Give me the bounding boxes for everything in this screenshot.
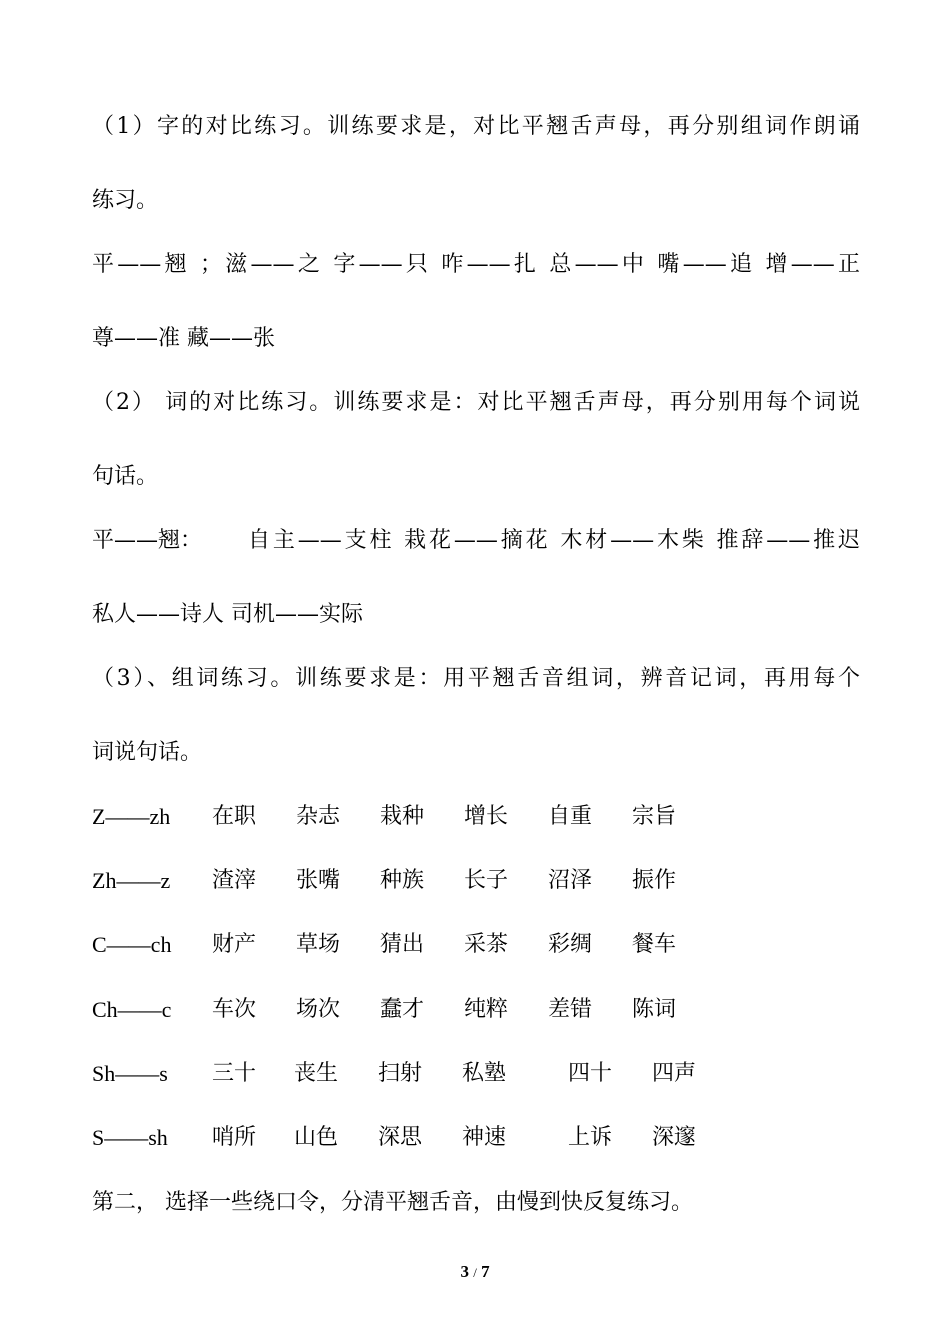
word-cell: 扫射 <box>378 1061 423 1086</box>
section2-pairs-line2: 私人——诗人 司机——实际 <box>92 602 363 627</box>
word-cell: 丧生 <box>294 1061 339 1086</box>
word-cell: 差错 <box>548 997 593 1022</box>
word-cell: 深邃 <box>652 1125 697 1150</box>
word-cell: 振作 <box>632 868 677 893</box>
sound-pair-label: Ch——c <box>92 997 172 1022</box>
section2-pairs-label: 平——翘： <box>92 528 203 553</box>
sound-pair-label: Sh——s <box>92 1061 168 1086</box>
word-cell: 沼泽 <box>548 868 593 893</box>
word-cell: 神速 <box>462 1125 507 1150</box>
page-total: 7 <box>481 1262 490 1281</box>
sound-pair-label: Zh——z <box>92 868 171 893</box>
word-cell: 增长 <box>464 804 509 829</box>
sound-pair-label: Z——zh <box>92 804 171 829</box>
page-current: 3 <box>460 1262 469 1281</box>
sound-pair-label: S——sh <box>92 1125 168 1150</box>
word-cell: 宗旨 <box>632 804 677 829</box>
word-cell: 哨所 <box>212 1125 257 1150</box>
word-cell: 场次 <box>296 997 341 1022</box>
word-cell: 四声 <box>652 1061 697 1086</box>
word-cell: 种族 <box>380 868 425 893</box>
section1-pairs-line2: 尊——准 藏——张 <box>92 326 275 351</box>
word-cell: 长子 <box>464 868 509 893</box>
word-cell: 自重 <box>548 804 593 829</box>
section3-heading-line2: 词说句话。 <box>92 740 203 765</box>
word-cell: 餐车 <box>632 932 677 957</box>
word-cell: 三十 <box>212 1061 257 1086</box>
section2-pairs-words: 自主——支柱 栽花——摘花 木材——木柴 推辞——推迟 <box>248 528 860 553</box>
section4-text: 第二， 选择一些绕口令，分清平翘舌音，由慢到快反复练习。 <box>92 1190 693 1215</box>
word-cell: 猜出 <box>380 932 425 957</box>
section2-heading-line2: 句话。 <box>92 464 159 489</box>
word-cell: 栽种 <box>380 804 425 829</box>
section2-pairs-line1 <box>92 526 860 556</box>
word-cell: 草场 <box>296 932 341 957</box>
word-cell: 张嘴 <box>296 868 341 893</box>
section2-heading-line1: （2） 词的对比练习。训练要求是：对比平翘舌声母，再分别用每个词说 <box>92 390 860 415</box>
word-cell: 上诉 <box>568 1125 613 1150</box>
word-cell: 纯粹 <box>464 997 509 1022</box>
word-cell: 采茶 <box>464 932 509 957</box>
word-cell: 私塾 <box>462 1061 507 1086</box>
word-cell: 财产 <box>212 932 257 957</box>
word-cell: 车次 <box>212 997 257 1022</box>
section1-heading-line1: （1）字的对比练习。训练要求是，对比平翘舌声母，再分别组词作朗诵 <box>92 114 860 139</box>
word-cell: 杂志 <box>296 804 341 829</box>
word-cell: 深思 <box>378 1125 423 1150</box>
sound-pair-label: C——ch <box>92 932 172 957</box>
page-separator: / <box>473 1265 477 1280</box>
word-cell: 陈词 <box>632 997 677 1022</box>
word-cell: 四十 <box>568 1061 613 1086</box>
word-cell: 在职 <box>212 804 257 829</box>
word-cell: 渣滓 <box>212 868 257 893</box>
section3-heading-line1: （3）、组词练习。训练要求是：用平翘舌音组词，辨音记词，再用每个 <box>92 666 860 691</box>
page-number <box>0 1262 950 1282</box>
section1-heading-line2: 练习。 <box>92 188 159 213</box>
section1-pairs-line1: 平——翘 ；滋——之 字——只 咋——扎 总——中 嘴——追 增——正 <box>92 252 860 277</box>
word-cell: 山色 <box>294 1125 339 1150</box>
word-cell: 蠢才 <box>380 997 425 1022</box>
word-cell: 彩绸 <box>548 932 593 957</box>
